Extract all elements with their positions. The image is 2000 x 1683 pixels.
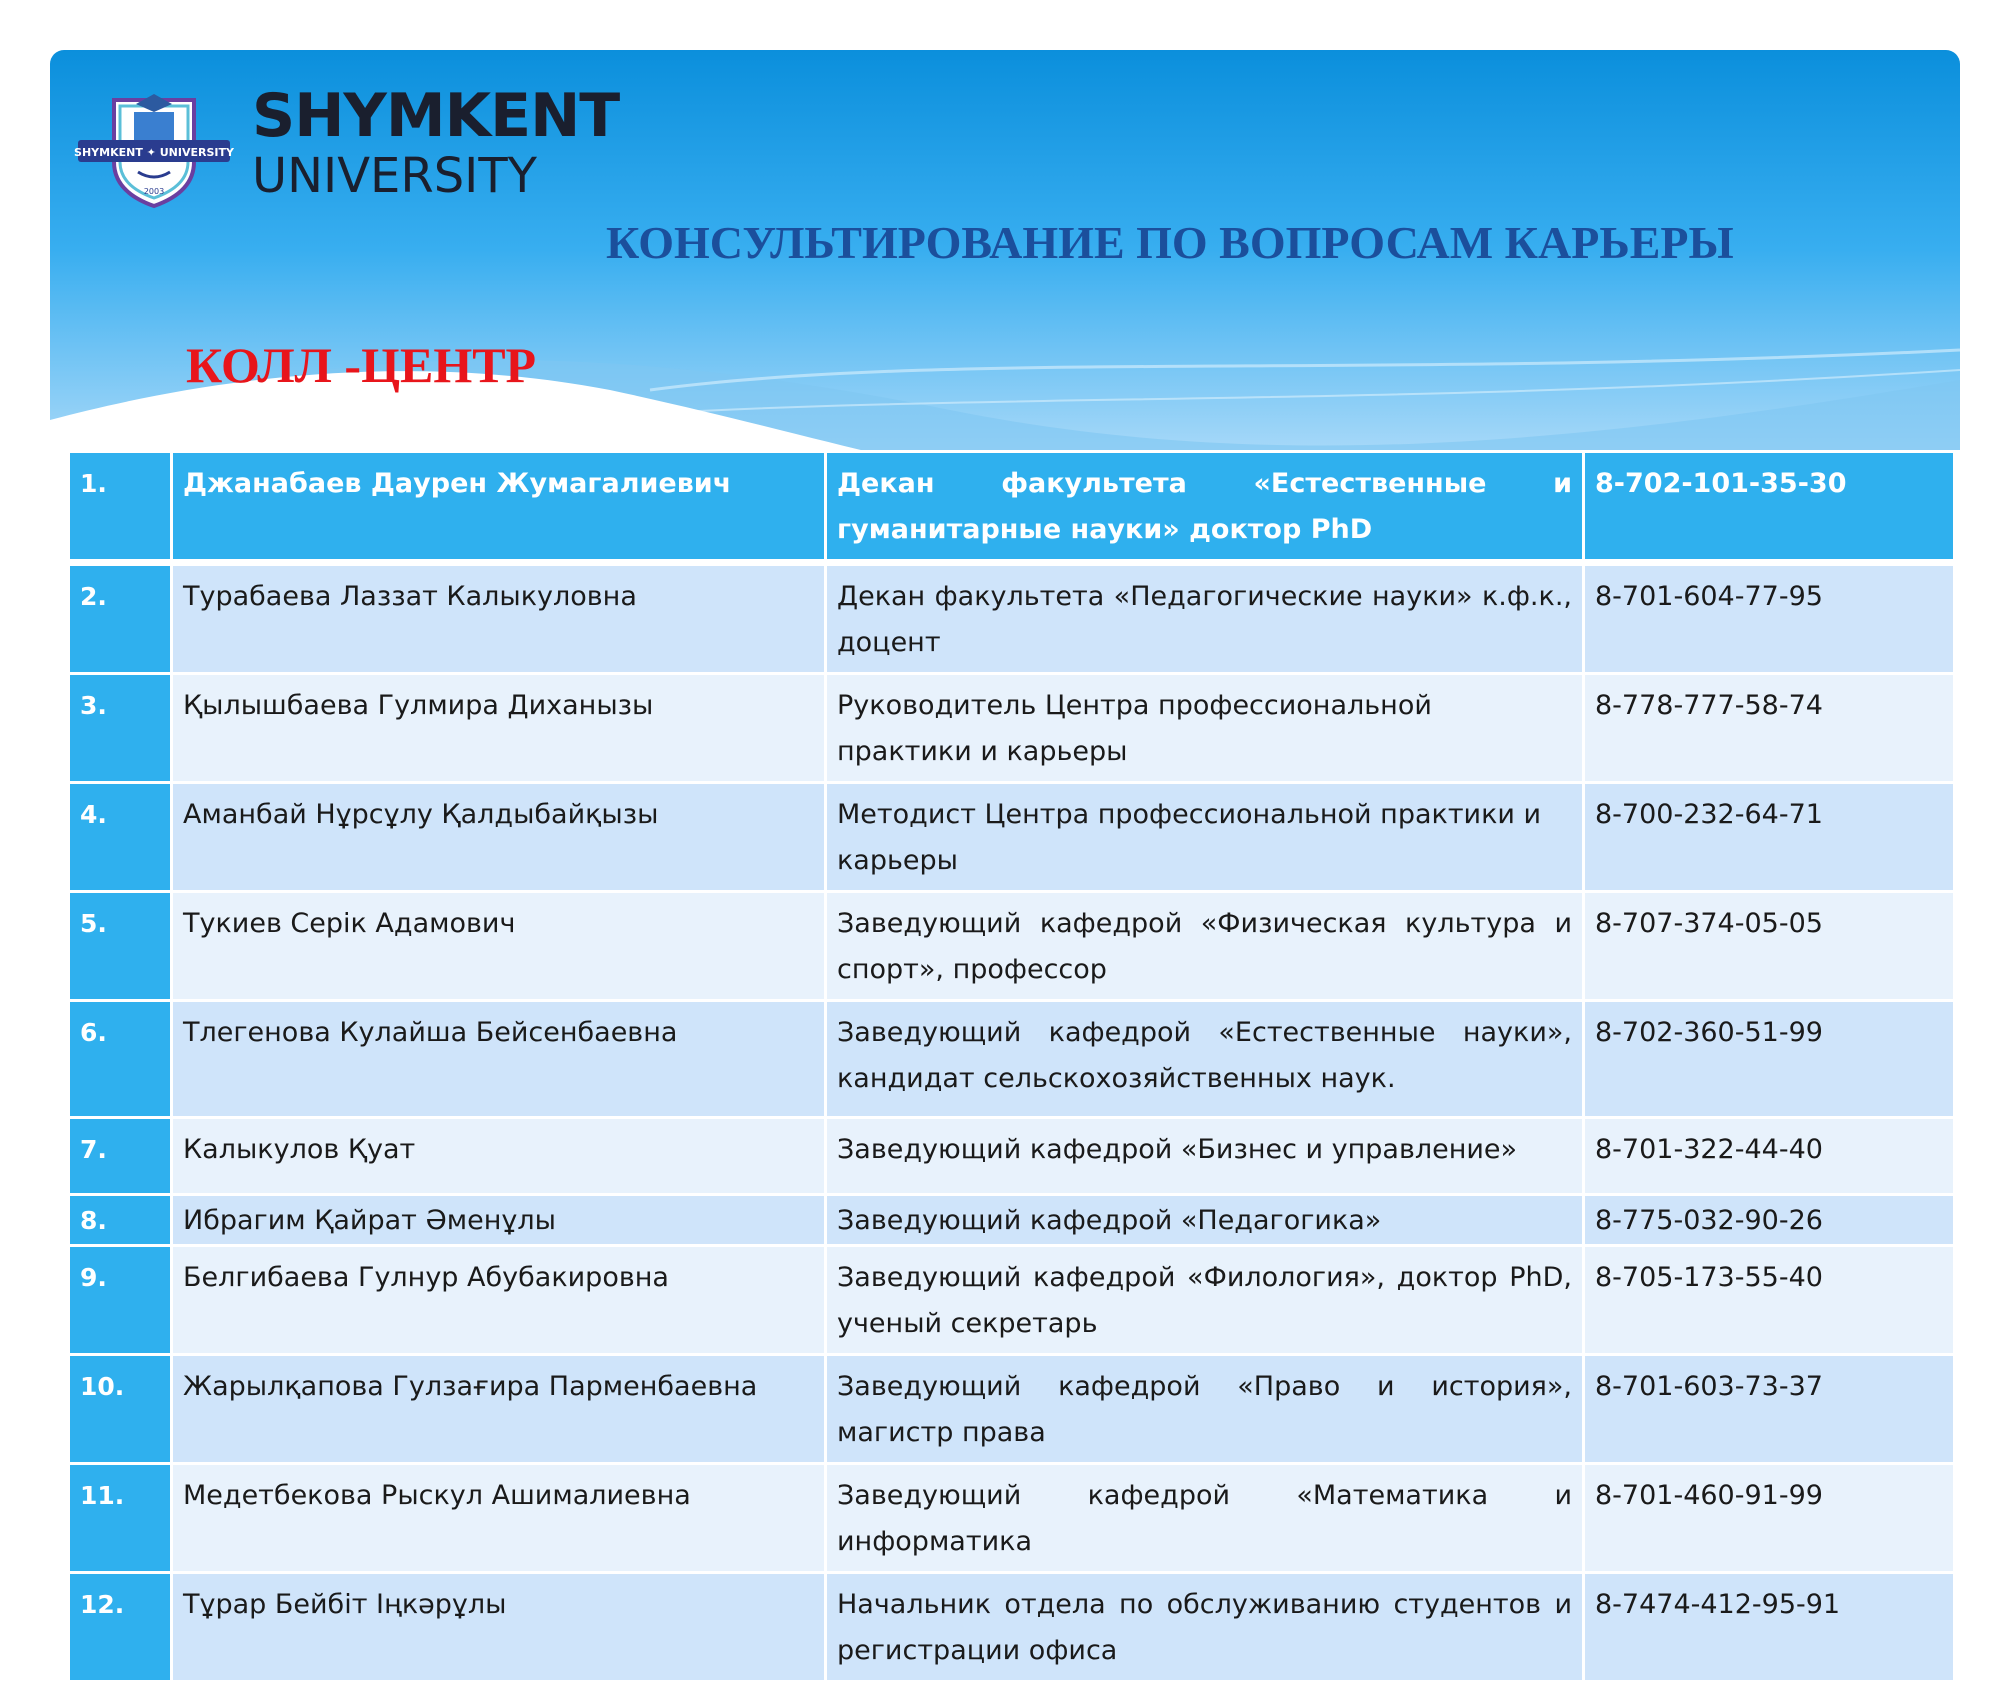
contact-name: Тұрар Бейбіт Іңкәрұлы — [172, 1573, 826, 1682]
table-row — [69, 563, 1955, 674]
contact-phone: 8-702-101-35-30 — [1584, 452, 1955, 563]
contact-phone: 8-701-322-44-40 — [1584, 1118, 1955, 1195]
contact-name: Аманбай Нұрсұлу Қалдыбайқызы — [172, 783, 826, 892]
row-number: 11. — [69, 1464, 172, 1573]
contact-name: Турабаева Лаззат Калыкуловна — [172, 563, 826, 674]
contact-phone: 8-700-232-64-71 — [1584, 783, 1955, 892]
table-row — [69, 1573, 1955, 1682]
contact-name: Тукиев Серік Адамович — [172, 892, 826, 1001]
table-row — [69, 1001, 1955, 1118]
contact-phone: 8-705-173-55-40 — [1584, 1246, 1955, 1355]
contact-phone: 8-778-777-58-74 — [1584, 674, 1955, 783]
contact-phone: 8-701-460-91-99 — [1584, 1464, 1955, 1573]
contact-name: Джанабаев Даурен Жумагалиевич — [172, 452, 826, 563]
table-row — [69, 1195, 1955, 1246]
table-row — [69, 1464, 1955, 1573]
table-row — [69, 783, 1955, 892]
contact-phone: 8-702-360-51-99 — [1584, 1001, 1955, 1118]
contact-phone: 8-707-374-05-05 — [1584, 892, 1955, 1001]
row-number: 6. — [69, 1001, 172, 1118]
row-number: 12. — [69, 1573, 172, 1682]
contact-position: Заведующий кафедрой «Филология», доктор PhD, ученый секретарь — [826, 1246, 1584, 1355]
row-number: 9. — [69, 1246, 172, 1355]
contact-position: Заведующий кафедрой «Физическая культура и спорт», профессор — [826, 892, 1584, 1001]
contact-position: Заведующий кафедрой «Педагогика» — [826, 1195, 1584, 1246]
wordmark-line2: UNIVERSITY — [252, 148, 537, 204]
contact-name: Тлегенова Кулайша Бейсенбаевна — [172, 1001, 826, 1118]
contact-name: Белгибаева Гулнур Абубакировна — [172, 1246, 826, 1355]
row-number: 8. — [69, 1195, 172, 1246]
contact-phone: 8-701-604-77-95 — [1584, 563, 1955, 674]
row-number: 4. — [69, 783, 172, 892]
row-number: 10. — [69, 1355, 172, 1464]
contact-position: Декан факультета «Естественные и гуманитарные науки» доктор PhD — [826, 452, 1584, 563]
contact-phone: 8-775-032-90-26 — [1584, 1195, 1955, 1246]
contact-position: Заведующий кафедрой «Бизнес и управление» — [826, 1118, 1584, 1195]
contact-position: Заведующий кафедрой «Математика и информатика — [826, 1464, 1584, 1573]
seal-year: 2003 — [143, 187, 165, 196]
page-title: КОНСУЛЬТИРОВАНИЕ ПО ВОПРОСАМ КАРЬЕРЫ — [606, 217, 1734, 268]
contact-name: Калыкулов Қуат — [172, 1118, 826, 1195]
table-row — [69, 1246, 1955, 1355]
contact-name: Қылышбаева Гулмира Диханызы — [172, 674, 826, 783]
row-number: 7. — [69, 1118, 172, 1195]
table-row — [69, 452, 1955, 563]
contact-position: Руководитель Центра профессиональной практики и карьеры — [826, 674, 1584, 783]
contact-position: Декан факультета «Педагогические науки» к.ф.к., доцент — [826, 563, 1584, 674]
contact-phone: 8-7474-412-95-91 — [1584, 1573, 1955, 1682]
wordmark-line1: SHYMKENT — [252, 81, 620, 151]
contact-position: Методист Центра профессиональной практики и карьеры — [826, 783, 1584, 892]
contact-phone: 8-701-603-73-37 — [1584, 1355, 1955, 1464]
section-subtitle: КОЛЛ -ЦЕНТР — [186, 337, 537, 393]
table-row — [69, 674, 1955, 783]
university-seal-logo — [74, 82, 234, 212]
contact-position: Начальник отдела по обслуживанию студентов и регистрации офиса — [826, 1573, 1584, 1682]
row-number: 2. — [69, 563, 172, 674]
table-row — [69, 1355, 1955, 1464]
contact-name: Жарылқапова Гулзағира Парменбаевна — [172, 1355, 826, 1464]
contact-name: Ибрагим Қайрат Әменұлы — [172, 1195, 826, 1246]
table-row — [69, 892, 1955, 1001]
contact-position: Заведующий кафедрой «Естественные науки», кандидат сельскохозяйственных наук. — [826, 1001, 1584, 1118]
table-row — [69, 1118, 1955, 1195]
contacts-table — [67, 450, 1956, 1683]
contact-position: Заведующий кафедрой «Право и история», магистр права — [826, 1355, 1584, 1464]
row-number: 3. — [69, 674, 172, 783]
university-wordmark — [252, 81, 620, 204]
row-number: 1. — [69, 452, 172, 563]
seal-text: SHYMKENT ✦ UNIVERSITY — [74, 146, 234, 159]
contact-name: Медетбекова Рыскул Ашималиевна — [172, 1464, 826, 1573]
row-number: 5. — [69, 892, 172, 1001]
